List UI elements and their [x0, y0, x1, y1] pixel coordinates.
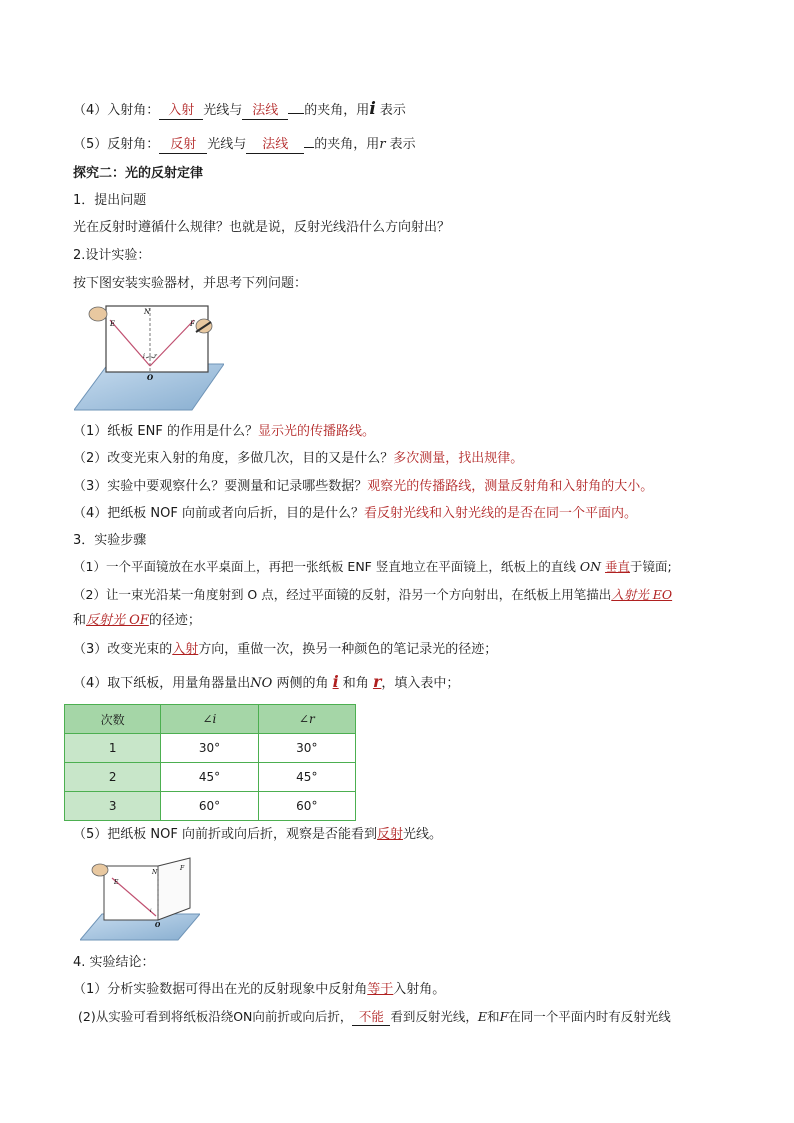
- step-5-text-a: （5）把纸板 NOF 向前折或向后折，观察是否能看到: [73, 827, 377, 842]
- table-cell: 60°: [161, 792, 258, 821]
- step-3-text-b: 方向，重做一次，换另一种颜色的笔记录光的径迹；: [198, 642, 498, 657]
- step-5: [73, 825, 442, 845]
- s3-heading: 3．实验步骤: [73, 533, 147, 548]
- fig1-label-f: F: [190, 320, 195, 328]
- step-1-answer: 垂直: [605, 559, 631, 574]
- q4-tail: 表示: [379, 103, 406, 118]
- q5-blank-2: 法线: [246, 136, 304, 154]
- conclusion-2: [78, 1007, 671, 1027]
- q5-prefix: （5）反射角：: [73, 137, 160, 152]
- fig2-label-n: N: [152, 869, 158, 876]
- q4-symbol: i: [369, 99, 376, 119]
- s2-heading: 2.设计实验：: [73, 248, 151, 263]
- conclusion-2-text-c: 在同一个平面内时有反射光线: [508, 1009, 671, 1024]
- step-4-text-b: 两侧的角: [272, 676, 333, 691]
- step-5-text-b: 光线。: [403, 827, 443, 842]
- table-header-count: 次数: [65, 705, 161, 734]
- step-2-text-b: 和: [73, 613, 87, 628]
- table-row: [65, 792, 356, 821]
- step-5-answer: 反射: [376, 827, 403, 842]
- table-row: [65, 763, 356, 792]
- fig1-label-i: i: [143, 353, 145, 360]
- question-2-answer: 多次测量，找出规律。: [393, 451, 524, 466]
- s2-intro: 按下图安装实验器材，并思考下列问题：: [73, 276, 308, 291]
- conclusion-1-text-b: 入射角。: [393, 982, 446, 997]
- question-2: [73, 449, 523, 469]
- table-row: [65, 734, 356, 763]
- folded-board-figure: [80, 856, 200, 942]
- step-4-no: NO: [250, 676, 273, 691]
- step-4-angle-r: r: [372, 672, 382, 691]
- table-cell: 30°: [258, 734, 355, 763]
- step-2-answer-1: 入射光 EO: [611, 587, 673, 602]
- fig1-label-n: N: [144, 308, 151, 316]
- question-4-text: （4）把纸板 NOF 向前或者向后折，目的是什么？: [73, 506, 364, 521]
- conclusion-1-answer: 等于: [367, 982, 394, 997]
- angle-data-table: [64, 704, 356, 821]
- q4-blank-gap: [288, 113, 304, 114]
- q5-tail: 表示: [389, 137, 416, 152]
- step-1: [73, 557, 672, 577]
- question-1: [73, 422, 375, 442]
- table-cell: 30°: [161, 734, 258, 763]
- reflection-apparatus-figure: [74, 300, 224, 412]
- table-header-row: [65, 705, 356, 734]
- table-cell: 1: [65, 734, 161, 763]
- q4-mid: 光线与: [203, 103, 243, 118]
- step-4-text-d: ，填入表中；: [381, 676, 460, 691]
- step-4-angle-i: i: [332, 672, 339, 691]
- step-3: [73, 640, 497, 660]
- fig1-label-o: O: [147, 373, 154, 382]
- q4-prefix: （4）入射角：: [73, 103, 160, 118]
- step-3-text-a: （3）改变光束的: [73, 642, 173, 657]
- fig2-label-o: O: [155, 922, 161, 929]
- s1-text: 光在反射时遵循什么规律？也就是说，反射光线沿什么方向射出？: [73, 220, 451, 235]
- q5-symbol: r: [379, 137, 386, 152]
- conclusion-1-text-a: （1）分析实验数据可得出在光的反射现象中反射角: [73, 982, 368, 997]
- definition-reflection-angle: [73, 135, 416, 155]
- q4-suffix: 的夹角，用: [304, 103, 370, 118]
- q5-blank-1: 反射: [159, 136, 207, 154]
- step-4-text-c: 和角: [338, 676, 373, 691]
- step-2-answer-2: 反射光 OF: [86, 613, 149, 628]
- step-3-answer: 入射: [172, 642, 199, 657]
- conclusion-2-answer: 不能: [352, 1008, 390, 1026]
- question-3: [73, 477, 653, 497]
- q4-blank-2: 法线: [242, 102, 288, 120]
- table-cell: 3: [65, 792, 161, 821]
- q4-blank-1: 入射: [159, 102, 203, 120]
- step-2-cont: [73, 611, 201, 631]
- fig1-label-e: E: [110, 320, 116, 328]
- table-cell: 45°: [161, 763, 258, 792]
- table-cell: 2: [65, 763, 161, 792]
- step-4: [73, 672, 459, 692]
- question-4-answer: 看反射光线和入射光线的是否在同一个平面内。: [363, 506, 637, 521]
- question-4: [73, 504, 637, 524]
- step-1-text-b: 于镜面;: [630, 559, 672, 574]
- definition-incidence-angle: [73, 99, 406, 119]
- fig2-label-i: i: [150, 908, 152, 914]
- conclusion-2-and: 和: [487, 1009, 500, 1024]
- conclusion-2-text-b: 看到反射光线，: [390, 1009, 478, 1024]
- step-2: [73, 585, 672, 605]
- s1-heading: 1．提出问题: [73, 193, 147, 208]
- table-header-angle-i: ∠i: [161, 705, 258, 734]
- table-header-angle-r: ∠r: [258, 705, 355, 734]
- conclusion-1: [73, 980, 445, 1000]
- q5-suffix: 的夹角，用: [314, 137, 380, 152]
- question-2-text: （2）改变光束入射的角度，多做几次，目的又是什么？: [73, 451, 394, 466]
- step-2-text-c: 的径迹；: [148, 613, 201, 628]
- conclusion-2-f: F: [499, 1009, 509, 1024]
- conclusion-2-text-a: (2)从实验可看到将纸板沿绕ON向前折或向后折，: [78, 1009, 353, 1024]
- step-1-text-a: （1）一个平面镜放在水平桌面上，再把一张纸板 ENF 竖直地立在平面镜上，纸板上的直线: [73, 559, 580, 574]
- step-2-text-a: （2）让一束光沿某一角度射到 O 点，经过平面镜的反射，沿另一个方向射出，在纸板上用笔描出: [73, 587, 612, 602]
- conclusion-2-e: E: [477, 1009, 488, 1024]
- q5-blank-gap: [304, 147, 314, 148]
- table-cell: 60°: [258, 792, 355, 821]
- fig2-label-e: E: [114, 879, 119, 886]
- s4-heading: 4. 实验结论：: [73, 955, 155, 970]
- question-3-text: （3）实验中要观察什么？要测量和记录哪些数据？: [73, 479, 368, 494]
- fig2-label-f: F: [180, 865, 185, 872]
- question-1-answer: 显示光的传播路线。: [257, 424, 375, 439]
- section2-title: 探究二：光的反射定律: [73, 166, 204, 181]
- step-4-text-a: （4）取下纸板，用量角器量出: [73, 676, 251, 691]
- question-3-answer: 观察光的传播路线，测量反射角和入射角的大小。: [367, 479, 654, 494]
- table-cell: 45°: [258, 763, 355, 792]
- q5-mid: 光线与: [207, 137, 247, 152]
- fig1-label-r: r: [154, 353, 157, 360]
- step-1-on: ON: [579, 559, 602, 574]
- question-1-text: （1）纸板 ENF 的作用是什么？: [73, 424, 258, 439]
